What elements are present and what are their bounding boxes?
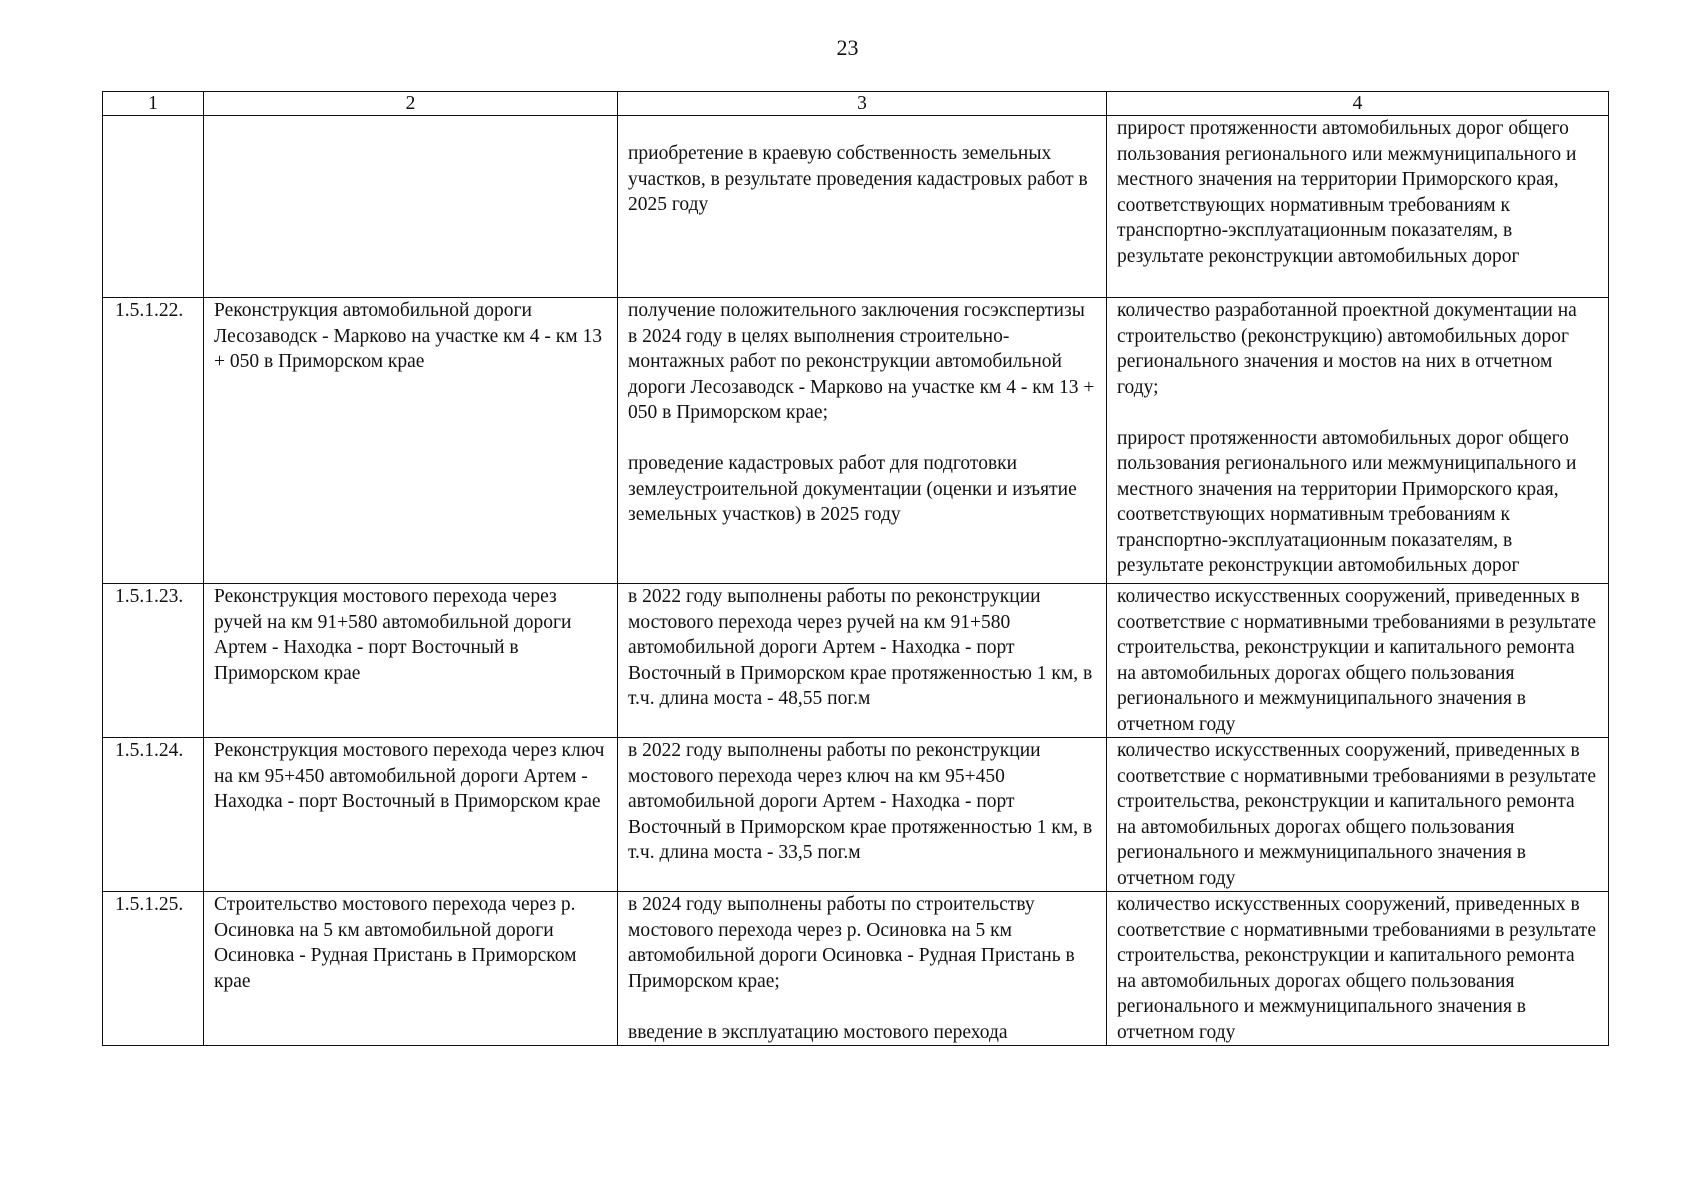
- result-text: в 2022 году выполнены работы по реконструкции мостового перехода через ключ на км 95+450 автомобильной дороги Артем - Находка - порт Восточный в Приморском крае протяженностью 1 км, в т.ч. длина моста - 33,5 пог.м: [628, 740, 1093, 863]
- indicator-cell: [1107, 738, 1609, 892]
- indicator-text: прирост протяженности автомобильных дорог общего пользования регионального или межмуниципального и местного значения на территории Приморского края, соответствующих нормативным требованиям к транспортно-эксплуатационным показателям, в результате реконструкции автомобильных дорог: [1117, 118, 1577, 267]
- result-cell: [618, 584, 1107, 738]
- indicator-text: количество разработанной проектной документации на строительство (реконструкцию) автомобильных дорог регионального значения и мостов на них в отчетном году;: [1117, 300, 1577, 398]
- indicator-text: количество искусственных сооружений, приведенных в соответствие с нормативными требованиями в результате строительства, реконструкции и капитального ремонта на автомобильных дорогах общего пользования регионального и межмуниципального значения в отчетном году: [1117, 740, 1596, 889]
- result-cell: [618, 892, 1107, 1046]
- indicator-cell: [1107, 892, 1609, 1046]
- indicator-text: количество искусственных сооружений, приведенных в соответствие с нормативными требованиями в результате строительства, реконструкции и капитального ремонта на автомобильных дорогах общего пользования регионального и межмуниципального значения в отчетном году: [1117, 894, 1596, 1043]
- program-table: [102, 91, 1609, 1046]
- item-number-cell: [103, 116, 204, 298]
- table-row: [103, 584, 1609, 738]
- indicator-text: количество искусственных сооружений, приведенных в соответствие с нормативными требованиями в результате строительства, реконструкции и капитального ремонта на автомобильных дорогах общего пользования регионального и межмуниципального значения в отчетном году: [1117, 586, 1596, 735]
- item-number-cell: 1.5.1.23.: [103, 584, 204, 738]
- result-text: в 2022 году выполнены работы по реконструкции мостового перехода через ручей на км 91+580 автомобильной дороги Артем - Находка - порт Восточный в Приморском крае протяженностью 1 км, в т.ч. длина моста - 48,55 пог.м: [628, 586, 1093, 709]
- result-cell: [618, 116, 1107, 298]
- header-col-4: 4: [1107, 92, 1609, 116]
- table-row: [103, 738, 1609, 892]
- indicator-cell: [1107, 298, 1609, 584]
- header-col-1: 1: [103, 92, 204, 116]
- table-header-row: [103, 92, 1609, 116]
- indicator-cell: [1107, 584, 1609, 738]
- result-text: получение положительного заключения госэкспертизы в 2024 году в целях выполнения строительно-монтажных работ по реконструкции автомобильной дороги Лесозаводск - Марково на участке км 4 - км 13 + 050 в Приморском крае;: [628, 300, 1095, 423]
- result-cell: [618, 738, 1107, 892]
- result-text: приобретение в краевую собственность земельных участков, в результате проведения кадастровых работ в 2025 году: [628, 143, 1088, 215]
- result-text: в 2024 году выполнены работы по строительству мостового перехода через р. Осиновка на 5 км автомобильной дороги Осиновка - Рудная Пристань в Приморском крае;: [628, 894, 1075, 992]
- result-text: введение в эксплуатацию мостового перехода: [628, 1021, 1008, 1043]
- item-number-cell: 1.5.1.25.: [103, 892, 204, 1046]
- table-row: [103, 298, 1609, 584]
- item-number-cell: 1.5.1.22.: [103, 298, 204, 584]
- result-text: проведение кадастровых работ для подготовки землеустроительной документации (оценки и изъятие земельных участков) в 2025 году: [628, 453, 1077, 525]
- table-row: [103, 116, 1609, 298]
- item-name-cell: Строительство мостового перехода через р. Осиновка на 5 км автомобильной дороги Осиновка - Рудная Пристань в Приморском крае: [204, 892, 618, 1046]
- page-number: 23: [836, 35, 859, 60]
- result-cell: [618, 298, 1107, 584]
- header-col-2: 2: [204, 92, 618, 116]
- item-number-cell: 1.5.1.24.: [103, 738, 204, 892]
- item-name-cell: [204, 116, 618, 298]
- item-name-cell: Реконструкция мостового перехода через ключ на км 95+450 автомобильной дороги Артем - Находка - порт Восточный в Приморском крае: [204, 738, 618, 892]
- indicator-text: прирост протяженности автомобильных дорог общего пользования регионального или межмуниципального и местного значения на территории Приморского края, соответствующих нормативным требованиям к транспортно-эксплуатационным показателям, в результате реконструкции автомобильных дорог: [1117, 427, 1577, 576]
- item-name-cell: Реконструкция мостового перехода через ручей на км 91+580 автомобильной дороги Артем - Находка - порт Восточный в Приморском крае: [204, 584, 618, 738]
- item-name-cell: Реконструкция автомобильной дороги Лесозаводск - Марково на участке км 4 - км 13 + 050 в Приморском крае: [204, 298, 618, 584]
- header-col-3: 3: [618, 92, 1107, 116]
- table-row: [103, 892, 1609, 1046]
- indicator-cell: [1107, 116, 1609, 298]
